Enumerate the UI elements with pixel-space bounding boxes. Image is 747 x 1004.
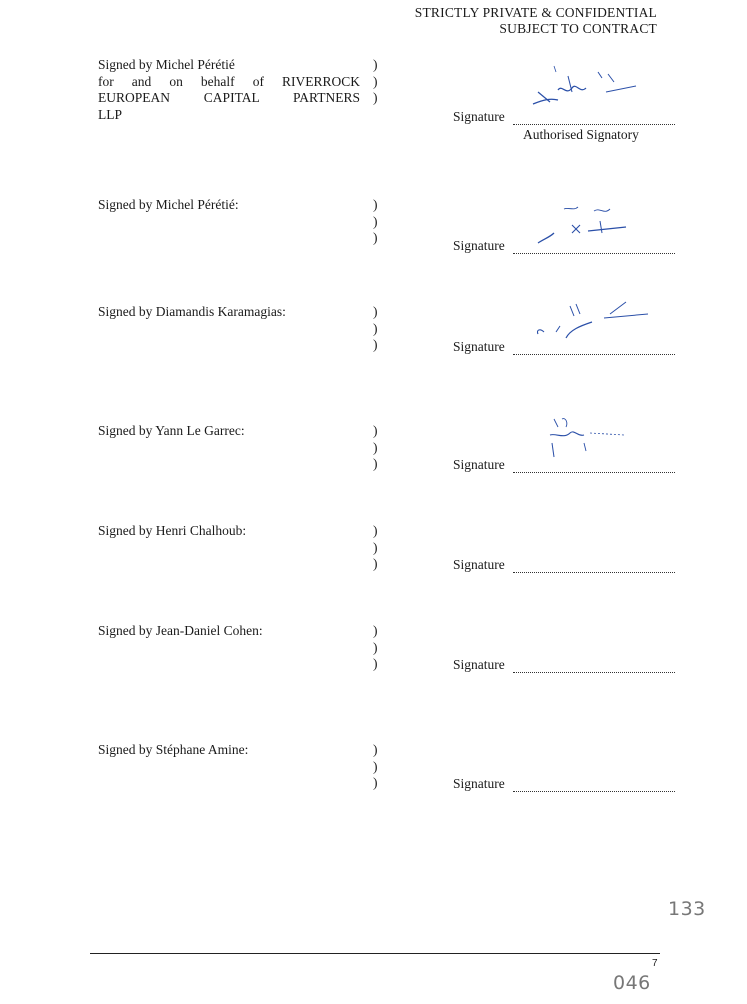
signature-label: Signature [453, 238, 505, 253]
paren-column [373, 197, 378, 247]
page-number: 7 [652, 958, 658, 969]
signatory-line: EUROPEAN CAPITAL PARTNERS [98, 90, 360, 105]
paren: ) [373, 90, 378, 105]
paren: ) [373, 556, 378, 571]
paren: ) [373, 758, 378, 774]
signatory-line: Signed by Michel Pérétié: [98, 197, 239, 212]
paren-column [373, 304, 378, 354]
paren-column [373, 523, 378, 573]
paren: ) [373, 57, 378, 72]
paren: ) [373, 213, 378, 229]
signature-line [513, 354, 675, 355]
signature-line [513, 572, 675, 573]
authorised-signatory-caption: Authorised Signatory [523, 127, 639, 142]
signature-line [513, 672, 675, 673]
signatory-line: Signed by Jean-Daniel Cohen: [98, 623, 263, 638]
signatory-description [98, 197, 360, 214]
paren-column [373, 623, 378, 673]
signatory-description [98, 623, 360, 640]
signature-label: Signature [453, 457, 505, 472]
signatory-description [98, 57, 360, 123]
paren-column [373, 742, 378, 792]
signatory-description [98, 304, 360, 321]
signature-label: Signature [453, 339, 505, 354]
paren: ) [373, 639, 378, 655]
signatory-description [98, 423, 360, 440]
handwritten-signature [530, 296, 655, 346]
signatory-description [98, 523, 360, 540]
handwritten-signature [534, 197, 634, 247]
signature-line [513, 791, 675, 792]
paren: ) [373, 456, 378, 471]
paren: ) [373, 523, 378, 538]
paren: ) [373, 73, 378, 89]
handwritten-signature [528, 62, 643, 112]
paren: ) [373, 337, 378, 352]
handwritten-signature [540, 413, 630, 463]
paren-column [373, 423, 378, 473]
signature-label: Signature [453, 776, 505, 791]
signatory-line: Signed by Stéphane Amine: [98, 742, 249, 757]
signatory-line: Signed by Michel Pérétié [98, 57, 235, 72]
paren: ) [373, 656, 378, 671]
signature-line [513, 253, 675, 254]
paren: ) [373, 197, 378, 212]
signatory-line: LLP [98, 106, 123, 122]
header-line-confidential: STRICTLY PRIVATE & CONFIDENTIAL [414, 5, 657, 20]
signature-label: Signature [453, 109, 505, 124]
signature-label: Signature [453, 657, 505, 672]
stamp-number-upper: 133 [668, 898, 706, 920]
signatory-line: Signed by Diamandis Karamagias: [98, 304, 286, 319]
header-line-contract: SUBJECT TO CONTRACT [499, 21, 657, 36]
stamp-number-lower: 046 [613, 972, 651, 994]
signature-label: Signature [453, 557, 505, 572]
signatory-description [98, 742, 360, 759]
paren: ) [373, 623, 378, 638]
paren: ) [373, 304, 378, 319]
signatory-line: Signed by Henri Chalhoub: [98, 523, 247, 538]
paren: ) [373, 539, 378, 555]
signature-line [513, 472, 675, 473]
paren-column [373, 57, 378, 107]
footer-rule [90, 953, 660, 954]
paren: ) [373, 320, 378, 336]
paren: ) [373, 230, 378, 245]
paren: ) [373, 742, 378, 757]
signatory-line: Signed by Yann Le Garrec: [98, 423, 245, 438]
signatory-line: for and on behalf of RIVERROCK [98, 73, 360, 89]
paren: ) [373, 775, 378, 790]
confidentiality-header [415, 5, 657, 37]
signature-line [513, 124, 675, 125]
paren: ) [373, 439, 378, 455]
paren: ) [373, 423, 378, 438]
